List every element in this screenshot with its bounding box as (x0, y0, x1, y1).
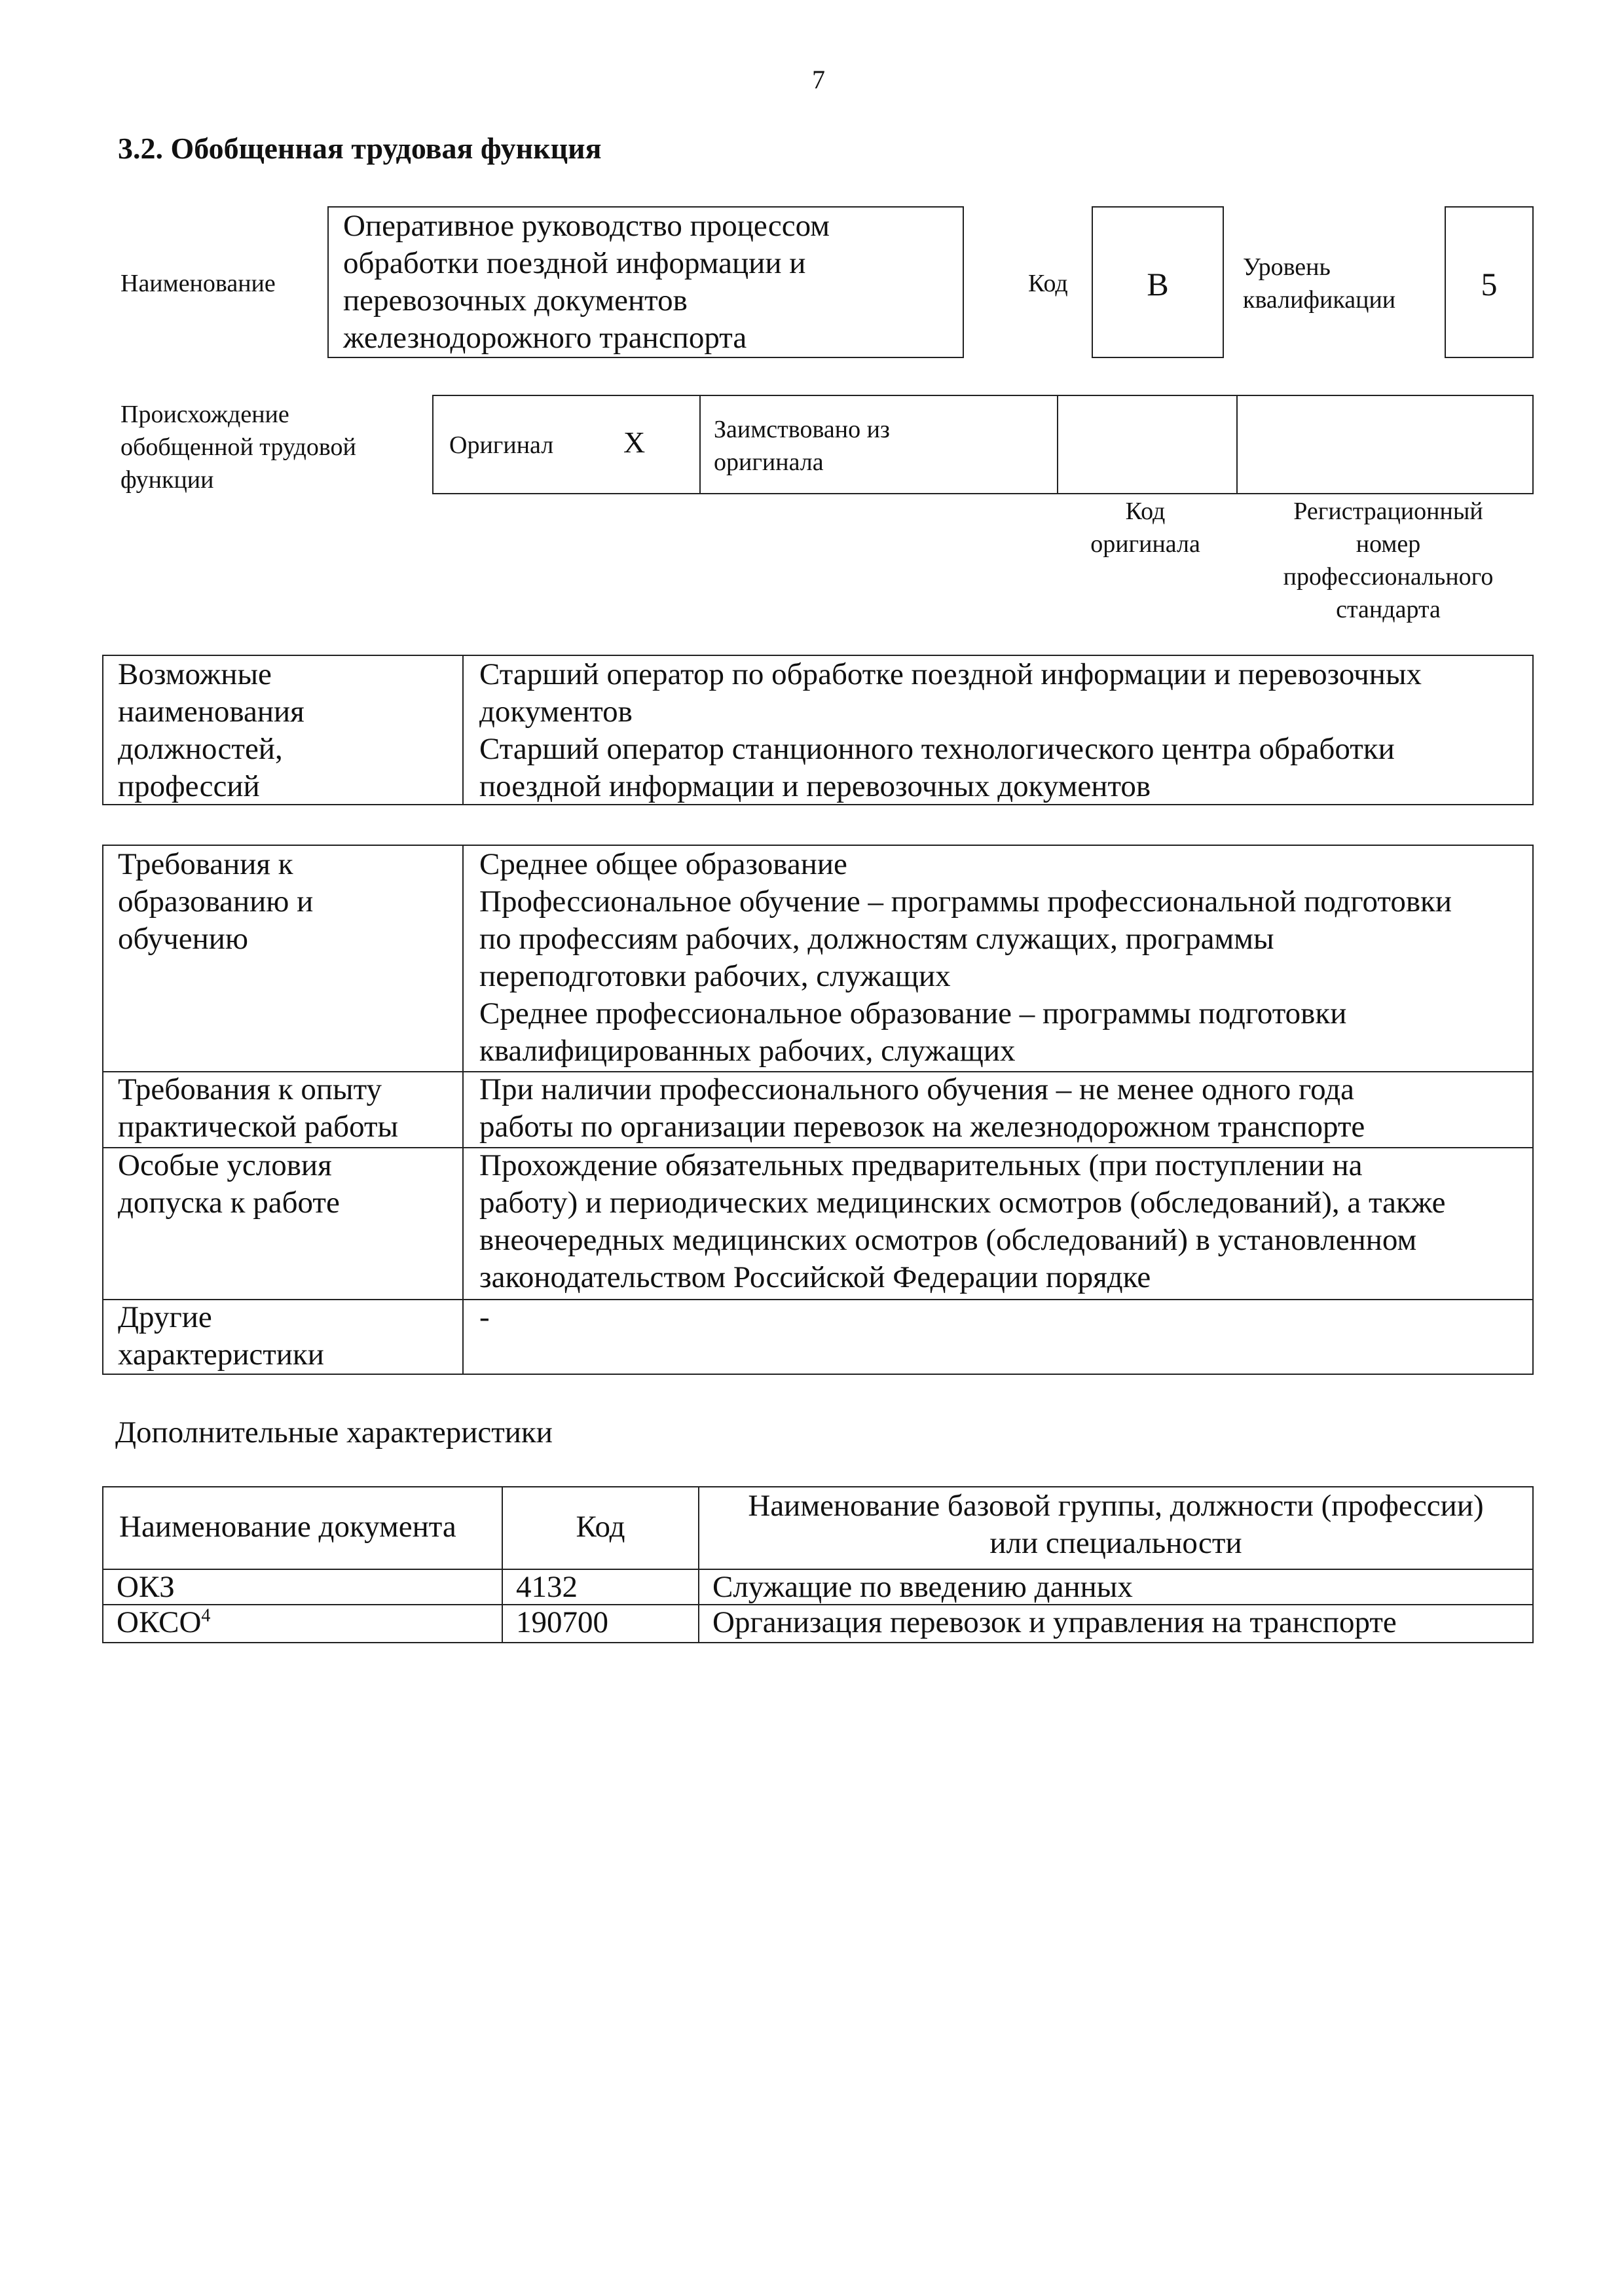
caption-line: номер (1356, 530, 1421, 558)
level-label (1243, 251, 1407, 316)
additional-table (102, 1486, 1534, 1643)
table-row-code: 190700 (516, 1605, 608, 1639)
requirement-value-line: квалифицированных рабочих, служащих (479, 1034, 1016, 1068)
name-label: Наименование (120, 270, 276, 297)
requirement-value (479, 1299, 1527, 1336)
table-row-doc (117, 1604, 210, 1641)
code-label: Код (1028, 270, 1068, 297)
requirement-label (118, 1299, 458, 1374)
reg-number-caption (1244, 495, 1532, 626)
requirement-value-line: работы по организации перевозок на железнодорожном транспорте (479, 1110, 1365, 1144)
column-header-line: или специальности (989, 1526, 1242, 1560)
level-label-line: квалификации (1243, 286, 1396, 314)
requirement-value-line: При наличии профессионального обучения – не менее одного года (479, 1072, 1355, 1106)
requirement-value (479, 1147, 1527, 1296)
requirement-label-line: характеристики (118, 1338, 324, 1372)
positions-label-line: должностей, (118, 732, 283, 766)
doc-name: ОКСО (117, 1605, 202, 1639)
requirement-value-line: работу) и периодических медицинских осмотров (обследований), а также (479, 1186, 1446, 1220)
section-title: 3.2. Обобщенная трудовая функция (118, 132, 602, 165)
requirement-value (479, 1071, 1527, 1146)
positions-label-line: наименования (118, 695, 304, 729)
level-box (1445, 206, 1534, 358)
requirement-label-line: допуска к работе (118, 1186, 340, 1220)
requirement-label-line: обучению (118, 922, 249, 956)
origin-table (432, 395, 1534, 494)
positions-value-line: документов (479, 695, 633, 729)
function-name-line: перевозочных документов (343, 283, 688, 318)
column-header-code: Код (576, 1510, 625, 1544)
positions-table (102, 655, 1534, 805)
code-value: B (1147, 266, 1169, 302)
borrowed-label (714, 413, 1054, 479)
borrowed-label-line: Заимствовано из (714, 416, 890, 443)
function-name-line: железнодорожного транспорта (343, 321, 747, 355)
table-row-doc: ОКЗ (117, 1570, 175, 1604)
positions-label (118, 656, 458, 805)
page-number: 7 (812, 65, 825, 94)
positions-label-line: Возможные (118, 657, 272, 691)
requirement-value-line: внеочередных медицинских осмотров (обследований) в установленном (479, 1223, 1417, 1257)
positions-value-line: Старший оператор по обработке поездной информации и перевозочных (479, 657, 1422, 691)
requirement-label (118, 1071, 458, 1146)
additional-heading: Дополнительные характеристики (115, 1415, 553, 1449)
requirement-label-line: Требования к опыту (118, 1072, 382, 1106)
code-original-caption (1057, 495, 1234, 560)
origin-label (120, 398, 422, 496)
origin-label-line: Происхождение (120, 401, 289, 428)
origin-label-line: функции (120, 466, 214, 494)
function-name-box (327, 206, 964, 358)
requirement-value (479, 846, 1527, 1070)
caption-line: профессионального (1283, 563, 1494, 591)
requirement-label-line: образованию и (118, 884, 314, 919)
table-row-code: 4132 (516, 1570, 578, 1604)
function-name-line: Оперативное руководство процессом (343, 209, 830, 243)
requirement-value-line: Среднее профессиональное образование – программы подготовки (479, 996, 1347, 1030)
level-label-line: Уровень (1243, 253, 1331, 281)
column-header-line: Наименование базовой группы, должности (профессии) (748, 1489, 1484, 1523)
positions-value (479, 656, 1527, 805)
borrowed-label-line: оригинала (714, 448, 824, 476)
requirement-value-line: переподготовки рабочих, служащих (479, 959, 951, 993)
footnote-marker[interactable]: 4 (201, 1605, 211, 1626)
caption-line: Регистрационный (1293, 498, 1483, 525)
positions-value-line: поездной информации и перевозочных документов (479, 769, 1151, 803)
function-name-line: обработки поездной информации и (343, 246, 806, 280)
caption-line: стандарта (1336, 596, 1441, 623)
requirement-label (118, 1147, 458, 1222)
table-row-name: Служащие по введению данных (712, 1570, 1133, 1604)
requirement-value-line: Прохождение обязательных предварительных (при поступлении на (479, 1148, 1363, 1182)
requirement-value-line: Среднее общее образование (479, 847, 847, 881)
requirement-label (118, 846, 458, 958)
requirements-table (102, 845, 1534, 1375)
original-mark: X (623, 426, 646, 459)
column-header-document: Наименование документа (119, 1510, 456, 1544)
requirement-value-line: законодательством Российской Федерации порядке (479, 1260, 1151, 1294)
code-box (1092, 206, 1224, 358)
positions-value-line: Старший оператор станционного технологического центра обработки (479, 732, 1395, 766)
original-label: Оригинал (449, 431, 554, 459)
requirement-value-line: по профессиям рабочих, должностям служащих, программы (479, 922, 1274, 956)
caption-line: Код (1125, 498, 1166, 525)
requirement-label-line: Особые условия (118, 1148, 332, 1182)
requirement-value-line: - (479, 1300, 490, 1334)
requirement-label-line: Другие (118, 1300, 212, 1334)
positions-label-line: профессий (118, 769, 260, 803)
requirement-label-line: практической работы (118, 1110, 399, 1144)
column-header-base-group (699, 1487, 1532, 1562)
requirement-value-line: Профессиональное обучение – программы профессиональной подготовки (479, 884, 1452, 919)
caption-line: оригинала (1090, 530, 1200, 558)
origin-label-line: обобщенной трудовой (120, 433, 356, 461)
requirement-label-line: Требования к (118, 847, 293, 881)
table-row-name: Организация перевозок и управления на транспорте (712, 1605, 1397, 1639)
level-value: 5 (1481, 266, 1498, 302)
